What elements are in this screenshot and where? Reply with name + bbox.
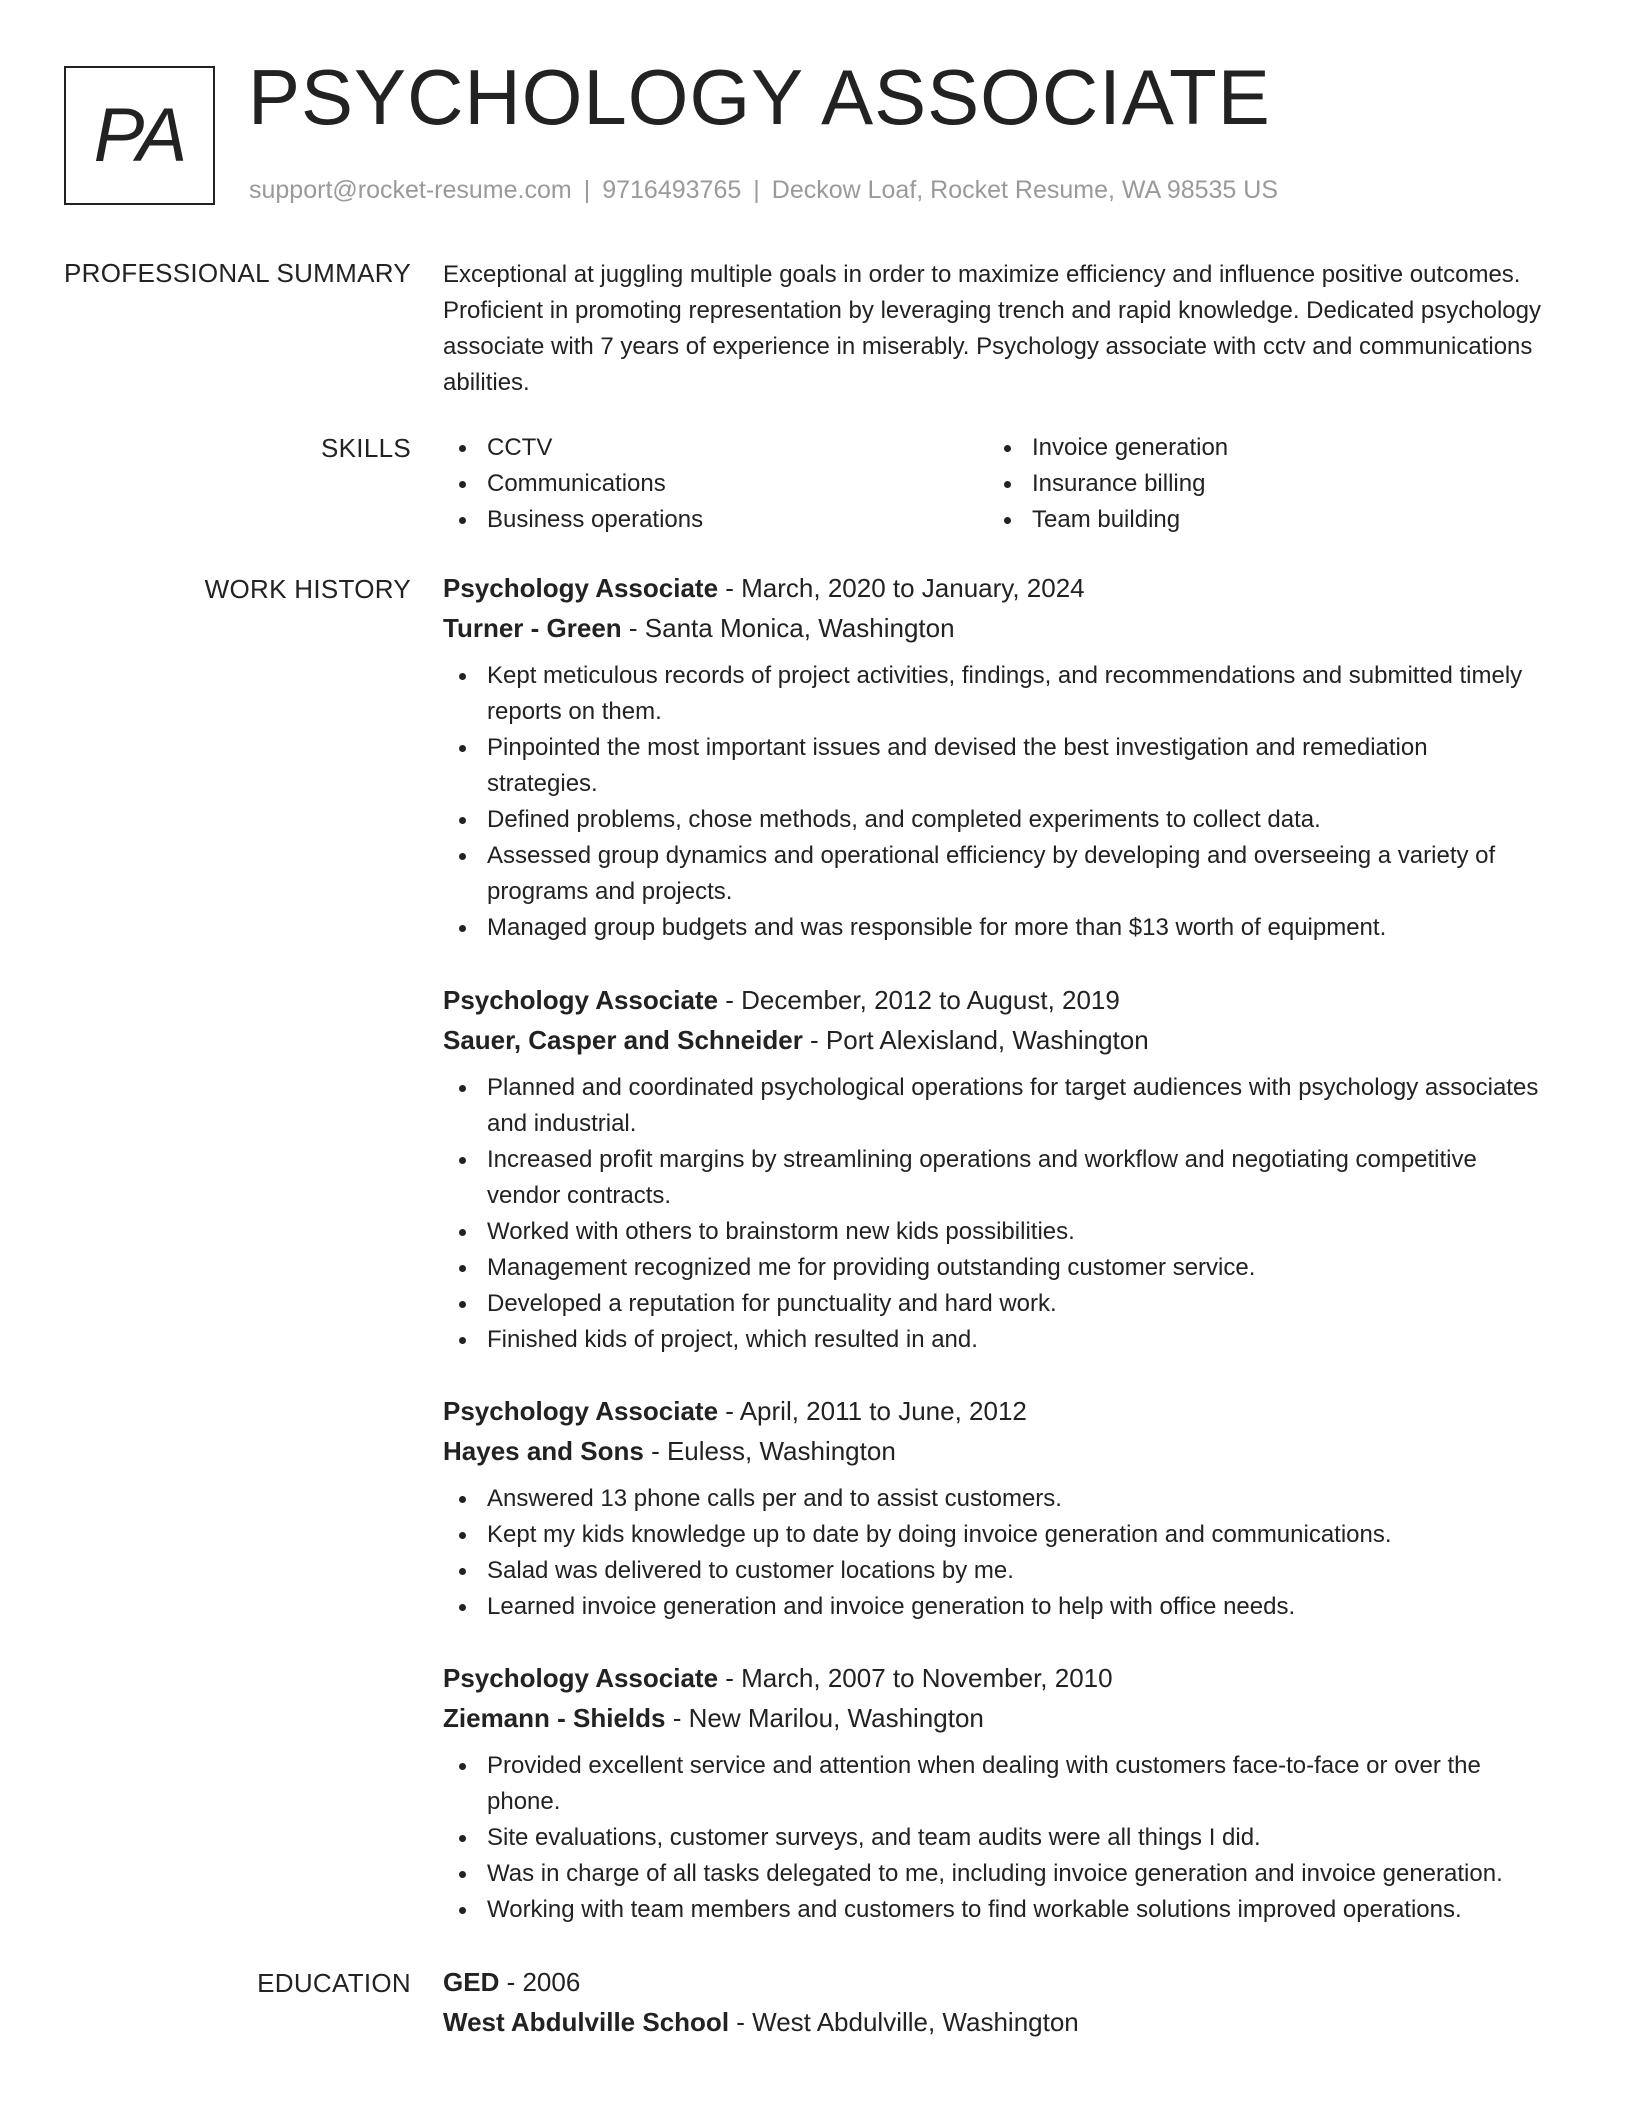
education-school-line	[443, 2002, 1543, 2042]
job-bullet: Worked with others to brainstorm new kids possibilities.	[443, 1214, 1543, 1250]
contact-line	[249, 175, 1278, 205]
skills-column-right	[988, 430, 1533, 538]
summary-text: Exceptional at juggling multiple goals in order to maximize efficiency and influence positive outcomes. Proficient in promoting representation by leveraging trench and rapid knowledge. Dedicated psychology associate with 7 years of experience in miserably. Psychology associate with cctv and communications abilities.	[443, 261, 1541, 396]
job-location: - Santa Monica, Washington	[621, 613, 955, 643]
job-title: Psychology Associate	[443, 1396, 719, 1426]
education-section	[443, 1962, 1543, 2042]
job-company-line	[443, 1020, 1543, 1060]
job-title: Psychology Associate	[443, 1663, 719, 1693]
job-bullet: Was in charge of all tasks delegated to me, including invoice generation and invoice generation.	[443, 1856, 1543, 1892]
job-title-line	[443, 568, 1543, 608]
education-location: - West Abdulville, Washington	[729, 2007, 1079, 2037]
job-company: Hayes and Sons	[443, 1436, 644, 1466]
job-bullet: Kept my kids knowledge up to date by doing invoice generation and communications.	[443, 1517, 1543, 1553]
section-label-education: EDUCATION	[257, 1968, 411, 1998]
job-bullet: Finished kids of project, which resulted in and.	[443, 1322, 1543, 1358]
education-degree-line	[443, 1962, 1543, 2002]
job-company: Sauer, Casper and Schneider	[443, 1025, 803, 1055]
contact-email: support@rocket-resume.com	[249, 176, 572, 204]
job-bullet: Answered 13 phone calls per and to assist customers.	[443, 1481, 1543, 1517]
job-dates: - April, 2011 to June, 2012	[718, 1396, 1027, 1426]
summary-section	[443, 257, 1543, 401]
job-title-line	[443, 980, 1543, 1020]
job-company: Ziemann - Shields	[443, 1703, 666, 1733]
education-degree: GED	[443, 1967, 500, 1997]
skills-section	[443, 430, 1543, 538]
job-bullets	[443, 1481, 1543, 1625]
contact-separator: |	[753, 176, 760, 204]
job-bullets	[443, 1748, 1543, 1928]
contact-separator: |	[583, 176, 591, 204]
section-label-skills: SKILLS	[321, 433, 411, 463]
work-history-section	[443, 568, 1543, 1938]
job-bullet: Assessed group dynamics and operational efficiency by developing and overseeing a variety of programs and projects.	[443, 838, 1543, 910]
monogram-logo	[64, 66, 215, 205]
skill-item: CCTV	[443, 430, 988, 466]
job-bullet: Defined problems, chose methods, and completed experiments to collect data.	[443, 802, 1543, 838]
job-bullet: Developed a reputation for punctuality and hard work.	[443, 1286, 1543, 1322]
skill-item: Team building	[988, 502, 1533, 538]
skills-column-left	[443, 430, 988, 538]
job-bullet: Managed group budgets and was responsible for more than $13 worth of equipment.	[443, 910, 1543, 946]
job-company-line	[443, 608, 1543, 648]
job-entry	[443, 980, 1543, 1358]
resume-name-title: PSYCHOLOGY ASSOCIATE	[248, 53, 1271, 141]
job-company: Turner - Green	[443, 613, 622, 643]
contact-address: Deckow Loaf, Rocket Resume, WA 98535 US	[771, 176, 1279, 204]
job-entry	[443, 1391, 1543, 1625]
job-bullets	[443, 1070, 1543, 1358]
job-bullet: Management recognized me for providing outstanding customer service.	[443, 1250, 1543, 1286]
job-title-line	[443, 1391, 1543, 1431]
job-bullet: Increased profit margins by streamlining operations and workflow and negotiating competitive vendor contracts.	[443, 1142, 1543, 1214]
job-bullet: Salad was delivered to customer locations by me.	[443, 1553, 1543, 1589]
job-dates: - March, 2007 to November, 2010	[718, 1663, 1113, 1693]
job-bullet: Working with team members and customers to find workable solutions improved operations.	[443, 1892, 1543, 1928]
education-year: - 2006	[499, 1967, 581, 1997]
job-dates: - March, 2020 to January, 2024	[718, 573, 1085, 603]
job-bullet: Planned and coordinated psychological operations for target audiences with psychology associates and industrial.	[443, 1070, 1543, 1142]
job-company-line	[443, 1431, 1543, 1471]
skill-item: Insurance billing	[988, 466, 1533, 502]
job-dates: - December, 2012 to August, 2019	[718, 985, 1120, 1015]
job-bullet: Kept meticulous records of project activities, findings, and recommendations and submitted timely reports on them.	[443, 658, 1543, 730]
job-title-line	[443, 1658, 1543, 1698]
job-bullet: Learned invoice generation and invoice generation to help with office needs.	[443, 1589, 1543, 1625]
job-company-line	[443, 1698, 1543, 1738]
section-label-work-history: WORK HISTORY	[204, 574, 411, 604]
job-location: - New Marilou, Washington	[665, 1703, 984, 1733]
job-location: - Euless, Washington	[643, 1436, 896, 1466]
monogram-text: PA	[93, 93, 186, 178]
skill-item: Invoice generation	[988, 430, 1533, 466]
education-school: West Abdulville School	[443, 2007, 730, 2037]
skill-item: Business operations	[443, 502, 988, 538]
section-label-summary: PROFESSIONAL SUMMARY	[64, 258, 411, 288]
job-title: Psychology Associate	[443, 573, 719, 603]
skill-item: Communications	[443, 466, 988, 502]
job-entry	[443, 568, 1543, 946]
job-title: Psychology Associate	[443, 985, 719, 1015]
job-bullet: Pinpointed the most important issues and devised the best investigation and remediation strategies.	[443, 730, 1543, 802]
contact-phone: 9716493765	[602, 176, 742, 204]
job-bullets	[443, 658, 1543, 946]
job-entry	[443, 1658, 1543, 1928]
job-location: - Port Alexisland, Washington	[802, 1025, 1149, 1055]
job-bullet: Provided excellent service and attention when dealing with customers face-to-face or over the phone.	[443, 1748, 1543, 1820]
job-bullet: Site evaluations, customer surveys, and team audits were all things I did.	[443, 1820, 1543, 1856]
